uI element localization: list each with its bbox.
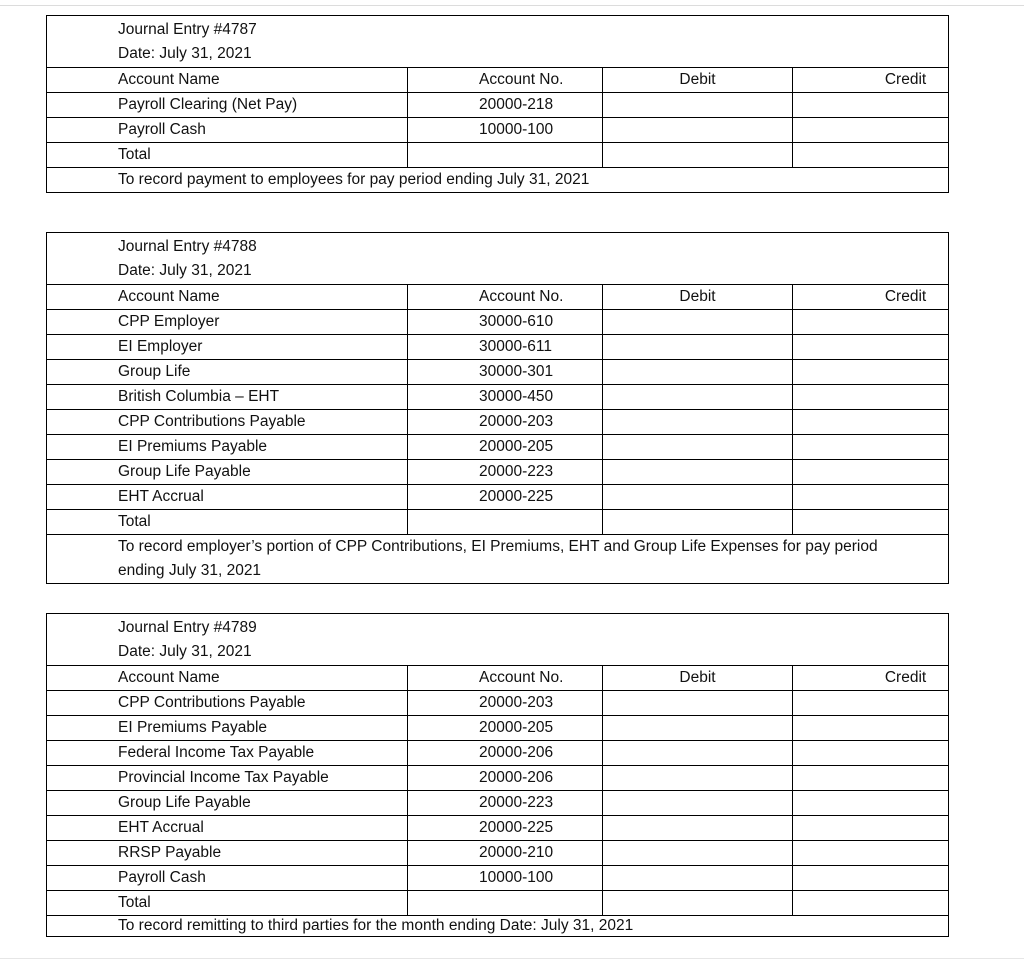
- debit-cell[interactable]: [603, 93, 793, 118]
- credit-cell[interactable]: [793, 118, 949, 143]
- col-credit: Credit: [793, 666, 949, 691]
- debit-cell[interactable]: [603, 118, 793, 143]
- table-row: [47, 435, 949, 460]
- account-name-cell: Payroll Cash: [47, 866, 408, 891]
- table-row: [47, 93, 949, 118]
- account-name-cell: Federal Income Tax Payable: [47, 741, 408, 766]
- account-no-cell: 10000-100: [408, 118, 603, 143]
- debit-cell[interactable]: [603, 460, 793, 485]
- journal-header-row: [47, 233, 949, 285]
- credit-cell[interactable]: [793, 385, 949, 410]
- credit-cell[interactable]: [793, 435, 949, 460]
- credit-cell[interactable]: [793, 485, 949, 510]
- debit-cell[interactable]: [603, 335, 793, 360]
- col-credit: Credit: [793, 68, 949, 93]
- account-name-cell: CPP Contributions Payable: [47, 691, 408, 716]
- debit-cell[interactable]: [603, 310, 793, 335]
- account-name-cell: Payroll Clearing (Net Pay): [47, 93, 408, 118]
- debit-cell[interactable]: [603, 485, 793, 510]
- journal-description: To record remitting to third parties for the month ending Date: July 31, 2021: [47, 916, 949, 937]
- account-name-cell: EI Premiums Payable: [47, 435, 408, 460]
- debit-cell[interactable]: [603, 791, 793, 816]
- col-account-name: Account Name: [47, 285, 408, 310]
- table-row: [47, 741, 949, 766]
- table-row: [47, 691, 949, 716]
- journal-entry-4788: [46, 232, 949, 584]
- description-row: [47, 916, 949, 937]
- credit-cell[interactable]: [793, 460, 949, 485]
- table-row: [47, 310, 949, 335]
- table-row: [47, 118, 949, 143]
- credit-cell[interactable]: [793, 841, 949, 866]
- account-no-cell: 20000-225: [408, 816, 603, 841]
- total-credit-cell[interactable]: [793, 143, 949, 168]
- account-name-cell: RRSP Payable: [47, 841, 408, 866]
- journal-header: [47, 16, 949, 68]
- journal-header-row: [47, 16, 949, 68]
- total-row: [47, 510, 949, 535]
- debit-cell[interactable]: [603, 716, 793, 741]
- credit-cell[interactable]: [793, 866, 949, 891]
- table-row: [47, 841, 949, 866]
- col-debit: Debit: [603, 666, 793, 691]
- col-account-name: Account Name: [47, 68, 408, 93]
- account-name-cell: EHT Accrual: [47, 485, 408, 510]
- debit-cell[interactable]: [603, 816, 793, 841]
- journal-description: To record employer’s portion of CPP Contributions, EI Premiums, EHT and Group Life Expenses for pay period ending July 31, 2021: [47, 535, 949, 584]
- account-no-cell: 10000-100: [408, 866, 603, 891]
- credit-cell[interactable]: [793, 310, 949, 335]
- account-no-cell: 30000-450: [408, 385, 603, 410]
- debit-cell[interactable]: [603, 360, 793, 385]
- account-name-cell: Group Life Payable: [47, 460, 408, 485]
- account-name-cell: Provincial Income Tax Payable: [47, 766, 408, 791]
- debit-cell[interactable]: [603, 691, 793, 716]
- col-debit: Debit: [603, 285, 793, 310]
- account-no-cell: 20000-218: [408, 93, 603, 118]
- account-name-cell: Group Life: [47, 360, 408, 385]
- total-account-no-cell: [408, 510, 603, 535]
- account-no-cell: 20000-203: [408, 410, 603, 435]
- total-debit-cell[interactable]: [603, 510, 793, 535]
- journal-date: Date: July 31, 2021: [118, 643, 252, 660]
- total-row: [47, 143, 949, 168]
- credit-cell[interactable]: [793, 360, 949, 385]
- table-row: [47, 485, 949, 510]
- total-debit-cell[interactable]: [603, 891, 793, 916]
- description-row: [47, 535, 949, 584]
- total-account-no-cell: [408, 143, 603, 168]
- account-name-cell: EI Premiums Payable: [47, 716, 408, 741]
- credit-cell[interactable]: [793, 791, 949, 816]
- journal-entry-4789: [46, 613, 949, 937]
- col-credit: Credit: [793, 285, 949, 310]
- journal-title: Journal Entry #4788: [118, 238, 257, 255]
- table-row: [47, 385, 949, 410]
- col-account-no: Account No.: [408, 68, 603, 93]
- column-header-row: [47, 285, 949, 310]
- table-row: [47, 766, 949, 791]
- credit-cell[interactable]: [793, 816, 949, 841]
- col-account-name: Account Name: [47, 666, 408, 691]
- debit-cell[interactable]: [603, 410, 793, 435]
- total-credit-cell[interactable]: [793, 891, 949, 916]
- column-header-row: [47, 666, 949, 691]
- total-credit-cell[interactable]: [793, 510, 949, 535]
- total-account-no-cell: [408, 891, 603, 916]
- journal-header-row: [47, 614, 949, 666]
- debit-cell[interactable]: [603, 741, 793, 766]
- credit-cell[interactable]: [793, 691, 949, 716]
- journal-date: Date: July 31, 2021: [118, 262, 252, 279]
- account-no-cell: 20000-223: [408, 460, 603, 485]
- journal-header: [47, 614, 949, 666]
- table-row: [47, 335, 949, 360]
- account-name-cell: Group Life Payable: [47, 791, 408, 816]
- account-name-cell: EI Employer: [47, 335, 408, 360]
- table-row: [47, 866, 949, 891]
- debit-cell[interactable]: [603, 866, 793, 891]
- account-no-cell: 20000-206: [408, 766, 603, 791]
- account-no-cell: 20000-225: [408, 485, 603, 510]
- debit-cell[interactable]: [603, 841, 793, 866]
- account-name-cell: CPP Employer: [47, 310, 408, 335]
- credit-cell[interactable]: [793, 410, 949, 435]
- account-no-cell: 20000-223: [408, 791, 603, 816]
- table-row: [47, 716, 949, 741]
- table-row: [47, 460, 949, 485]
- journal-description: To record payment to employees for pay period ending July 31, 2021: [47, 168, 949, 193]
- debit-cell[interactable]: [603, 766, 793, 791]
- table-row: [47, 360, 949, 385]
- account-name-cell: EHT Accrual: [47, 816, 408, 841]
- column-header-row: [47, 68, 949, 93]
- total-label: Total: [47, 510, 408, 535]
- col-account-no: Account No.: [408, 666, 603, 691]
- col-account-no: Account No.: [408, 285, 603, 310]
- account-no-cell: 30000-610: [408, 310, 603, 335]
- credit-cell[interactable]: [793, 93, 949, 118]
- debit-cell[interactable]: [603, 435, 793, 460]
- top-divider: [0, 5, 1024, 6]
- journal-title: Journal Entry #4787: [118, 21, 257, 38]
- debit-cell[interactable]: [603, 385, 793, 410]
- total-label: Total: [47, 891, 408, 916]
- journal-date: Date: July 31, 2021: [118, 45, 252, 62]
- account-no-cell: 20000-205: [408, 716, 603, 741]
- journal-entry-4787: [46, 15, 949, 193]
- account-no-cell: 20000-203: [408, 691, 603, 716]
- credit-cell[interactable]: [793, 741, 949, 766]
- description-row: [47, 168, 949, 193]
- table-row: [47, 816, 949, 841]
- account-no-cell: 20000-210: [408, 841, 603, 866]
- account-no-cell: 20000-205: [408, 435, 603, 460]
- col-debit: Debit: [603, 68, 793, 93]
- total-label: Total: [47, 143, 408, 168]
- account-name-cell: Payroll Cash: [47, 118, 408, 143]
- credit-cell[interactable]: [793, 716, 949, 741]
- bottom-divider: [0, 958, 1024, 959]
- table-row: [47, 791, 949, 816]
- account-no-cell: 30000-301: [408, 360, 603, 385]
- total-row: [47, 891, 949, 916]
- credit-cell[interactable]: [793, 335, 949, 360]
- journal-header: [47, 233, 949, 285]
- account-name-cell: British Columbia – EHT: [47, 385, 408, 410]
- account-name-cell: CPP Contributions Payable: [47, 410, 408, 435]
- account-no-cell: 30000-611: [408, 335, 603, 360]
- credit-cell[interactable]: [793, 766, 949, 791]
- journal-title: Journal Entry #4789: [118, 619, 257, 636]
- total-debit-cell[interactable]: [603, 143, 793, 168]
- table-row: [47, 410, 949, 435]
- account-no-cell: 20000-206: [408, 741, 603, 766]
